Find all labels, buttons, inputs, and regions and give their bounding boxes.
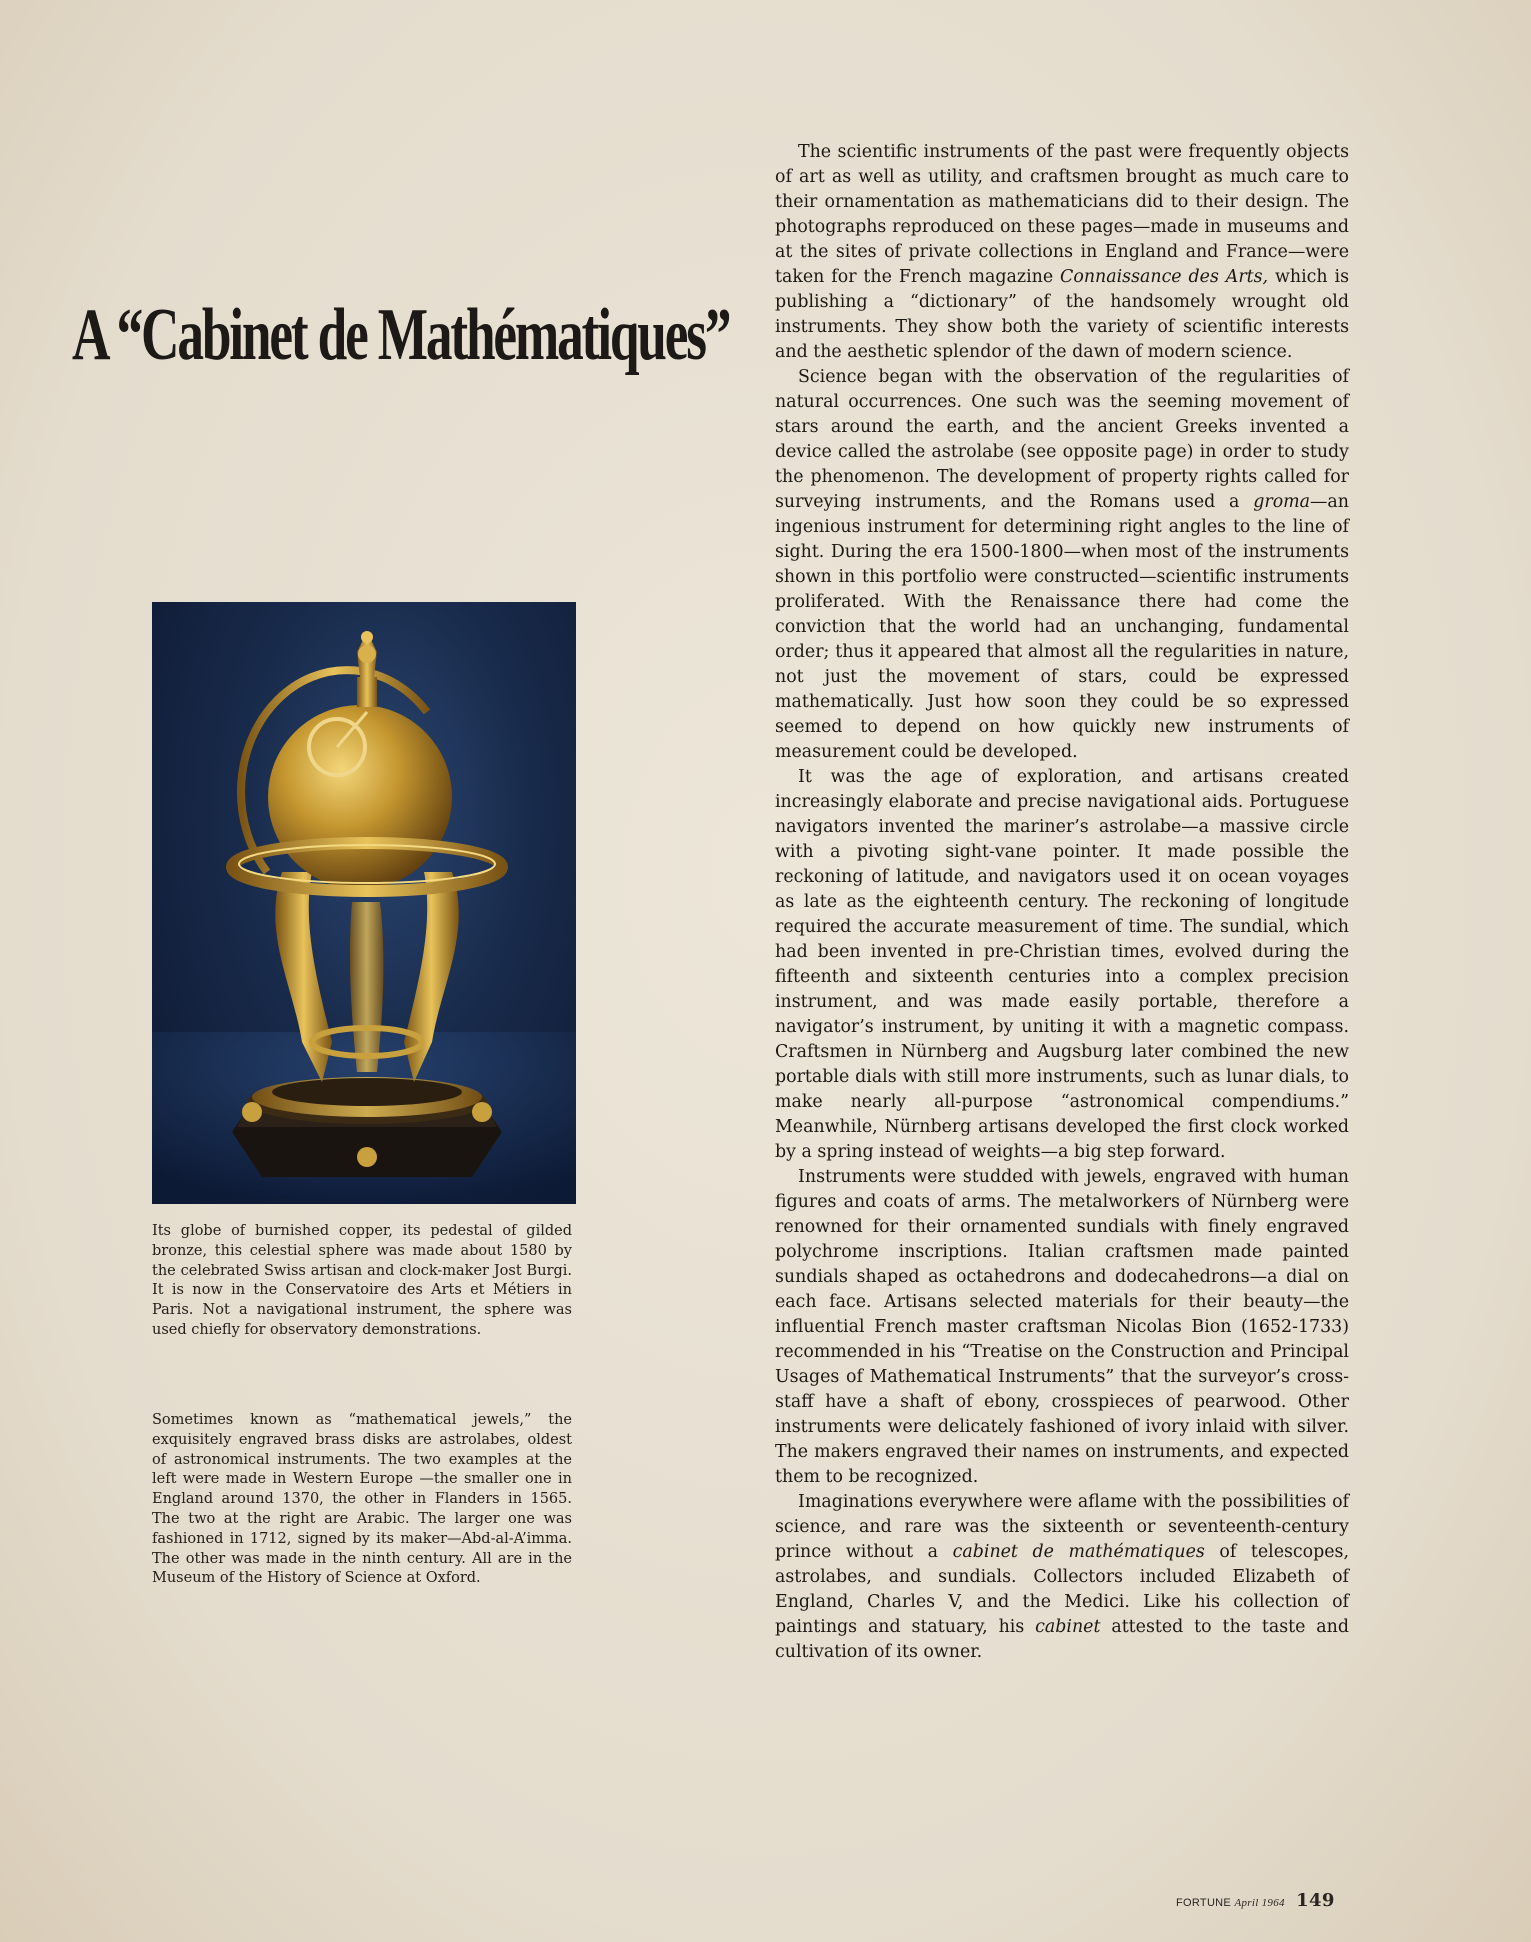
page-title: A “Cabinet de Mathématiques” [72, 294, 730, 376]
paragraph-3: It was the age of exploration, and artisans created increasingly elaborate and precise navigational aids. Portuguese navigators invented the mariner’s astrolabe—a massive circle with a pivoting sight-vane pointer. It made possible the reckoning of latitude, and navigators used it on ocean voyages as late as the eighteenth century. The reckoning of longitude required the accurate measurement of time. The sundial, which had been invented in pre-Christian times, evolved during the fifteenth and sixteenth centuries into a complex precision instrument, and was made easily portable, therefore a navigator’s instrument, by uniting it with a magnetic compass. Craftsmen in Nürnberg and Augsburg later combined the new portable dials with still more instruments, such as lunar dials, to make nearly all-purpose “astronomical compendiums.” Meanwhile, Nürnberg artisans developed the first clock worked by a spring instead of weights—a big step forward. [775, 767, 1349, 1162]
paragraph-4: Instruments were studded with jewels, engraved with human figures and coats of arms. The metalworkers of Nürnberg were renowned for their ornamented sundials with finely engraved polychrome inscriptions. Italian craftsmen made painted sundials shaped as octahedrons and dodecahedrons—a dial on each face. Artisans selected materials for their beauty—the influential French master craftsman Nicolas Bion (1652-1733) recommended in his “Treatise on the Construction and Principal Usages of Mathematical Instruments” that the surveyor’s cross-staff have a shaft of ebony, crosspieces of pearwood. Other instruments were delicately fashioned of ivory inlaid with silver. The makers engraved their names on instruments, and expected them to be recognized. [775, 1167, 1349, 1487]
astrolabes-caption: Sometimes known as “mathematical jewels,” the exquisitely engraved brass disks are astrolabes, oldest of astronomical instruments. The two examples at the left were made in Western Europe —the smaller one in England around 1370, the other in Flanders in 1565. The two at the right are Arabic. The larger one was fashioned in 1712, signed by its maker—Abd-al-A’imma. The other was made in the ninth century. All are in the Museum of the History of Science at Oxford. [152, 1412, 572, 1587]
celestial-sphere-photo [152, 602, 576, 1204]
page-footer [1176, 1890, 1335, 1911]
paragraph-2: Science began with the observation of the regularities of natural occurrences. One such was the seeming movement of stars around the earth, and the ancient Greeks invented a device called the astrolabe (see opposite page) in order to study the phenomenon. The development of property rights called for surveying instruments, and the Romans used a groma—an ingenious instrument for determining right angles to the line of sight. During the era 1500-1800—when most of the instruments shown in this portfolio were constructed—scientific instruments proliferated. With the Renaissance there had come the conviction that the world had an unchanging, fundamental order; thus it appeared that almost all the regularities in nature, not just the movement of stars, could be expressed mathematically. Just how soon they could be so expressed seemed to depend on how quickly new instruments of measurement could be developed. [775, 367, 1349, 762]
article-body [775, 140, 1349, 1665]
issue-date: April 1964 [1234, 1897, 1285, 1909]
paragraph-5: Imaginations everywhere were aflame with the possibilities of science, and rare was the sixteenth or seventeenth-century prince without a cabinet de mathématiques of telescopes, astrolabes, and sundials. Collectors included Elizabeth of England, Charles V, and the Medici. Like his collection of paintings and statuary, his cabinet attested to the taste and cultivation of its owner. [775, 1492, 1349, 1662]
sphere-caption: Its globe of burnished copper, its pedestal of gilded bronze, this celestial sphere was made about 1580 by the celebrated Swiss artisan and clock-maker Jost Burgi. It is now in the Conservatoire des Arts et Métiers in Paris. Not a navigational instrument, the sphere was used chiefly for observatory demonstrations. [152, 1223, 572, 1338]
paragraph-1: The scientific instruments of the past were frequently objects of art as well as utility, and craftsmen brought as much care to their ornamentation as mathematicians did to their design. The photographs reproduced on these pages—made in museums and at the sites of private collections in England and France—were taken for the French magazine Connaissance des Arts, which is publishing a “dictionary” of the handsomely wrought old instruments. They show both the variety of scientific interests and the aesthetic splendor of the dawn of modern science. [775, 142, 1349, 362]
magazine-name: FORTUNE [1176, 1897, 1232, 1909]
page-number: 149 [1296, 1890, 1335, 1911]
